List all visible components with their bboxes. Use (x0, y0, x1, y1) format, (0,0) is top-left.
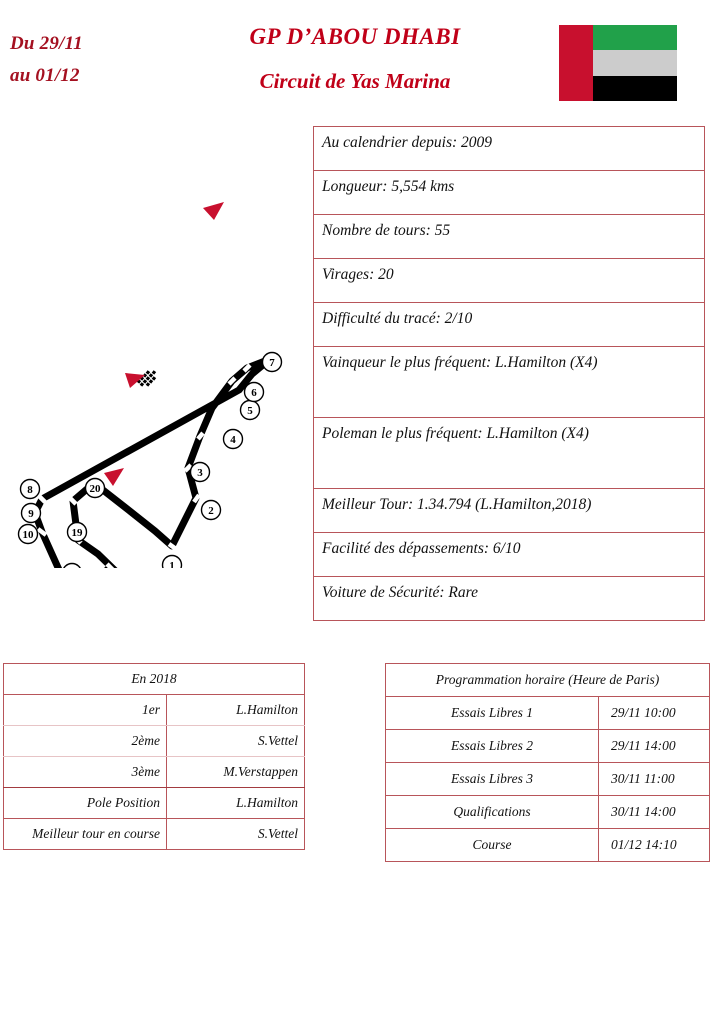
uae-flag-icon (559, 25, 677, 101)
svg-text:20: 20 (89, 483, 101, 495)
flag-red-band (559, 25, 593, 101)
results-label: 1er (4, 695, 167, 726)
corner-marker (86, 479, 105, 498)
table-row (386, 829, 710, 862)
drs-arrow-icon (104, 202, 224, 486)
session-name: Essais Libres 2 (386, 730, 599, 763)
info-cell: Vainqueur le plus fréquent: L.Hamilton (X4) (314, 347, 705, 418)
session-time: 29/11 10:00 (599, 697, 710, 730)
table-row (4, 726, 305, 757)
page-title: GP D’ABOU DHABI (249, 24, 461, 49)
info-cell: Facilité des dépassements: 6/10 (314, 533, 705, 577)
table-row (386, 730, 710, 763)
results-label: 2ème (4, 726, 167, 757)
table-row (314, 489, 705, 533)
results-title: En 2018 (4, 664, 305, 695)
flag-green-stripe (593, 25, 677, 50)
circuit-name: Circuit de Yas Marina (259, 69, 451, 93)
table-row (386, 796, 710, 829)
header (0, 0, 723, 118)
corner-marker (245, 383, 264, 402)
svg-text:3: 3 (197, 467, 203, 479)
circuit-info-table (313, 126, 705, 621)
title-block (190, 20, 520, 98)
svg-text:1: 1 (169, 560, 175, 568)
info-cell: Voiture de Sécurité: Rare (314, 577, 705, 621)
schedule-table (385, 663, 710, 862)
info-cell: Nombre de tours: 55 (314, 215, 705, 259)
table-row (4, 757, 305, 788)
info-cell: Poleman le plus fréquent: L.Hamilton (X4) (314, 418, 705, 489)
session-name: Course (386, 829, 599, 862)
table-row (314, 215, 705, 259)
info-cell: Difficulté du tracé: 2/10 (314, 303, 705, 347)
event-dates (10, 28, 83, 92)
table-row (314, 347, 705, 418)
flag-white-stripe (593, 50, 677, 75)
session-time: 29/11 14:00 (599, 730, 710, 763)
schedule-title: Programmation horaire (Heure de Paris) (386, 664, 710, 697)
results-value: L.Hamilton (167, 695, 305, 726)
results-table (3, 663, 305, 850)
session-time: 30/11 14:00 (599, 796, 710, 829)
svg-text:6: 6 (251, 387, 257, 399)
date-to: au 01/12 (10, 65, 80, 86)
session-name: Essais Libres 3 (386, 763, 599, 796)
table-row (314, 171, 705, 215)
date-from: Du 29/11 (10, 33, 83, 54)
table-row (4, 788, 305, 819)
table-row (314, 259, 705, 303)
results-label: Pole Position (4, 788, 167, 819)
corner-marker (21, 480, 40, 499)
table-row (4, 664, 305, 695)
table-row (314, 127, 705, 171)
table-row (386, 664, 710, 697)
results-value: S.Vettel (167, 819, 305, 850)
session-name: Essais Libres 1 (386, 697, 599, 730)
svg-text:10: 10 (22, 529, 34, 541)
corner-marker (19, 525, 38, 544)
svg-text:7: 7 (269, 357, 275, 369)
corner-marker (22, 504, 41, 523)
table-row (386, 697, 710, 730)
info-cell: Longueur: 5,554 kms (314, 171, 705, 215)
table-row (314, 533, 705, 577)
info-cell: Meilleur Tour: 1.34.794 (L.Hamilton,2018) (314, 489, 705, 533)
table-row (386, 763, 710, 796)
flag-stripes (593, 25, 677, 101)
svg-text:8: 8 (27, 484, 33, 496)
results-label: Meilleur tour en course (4, 819, 167, 850)
corner-marker (224, 430, 243, 449)
corner-marker (241, 401, 260, 420)
svg-text:5: 5 (247, 405, 253, 417)
circuit-map (0, 168, 300, 568)
table-row (314, 577, 705, 621)
results-value: S.Vettel (167, 726, 305, 757)
session-time: 01/12 14:10 (599, 829, 710, 862)
results-label: 3ème (4, 757, 167, 788)
session-name: Qualifications (386, 796, 599, 829)
corner-marker (202, 501, 221, 520)
corner-marker (163, 556, 182, 569)
results-value: L.Hamilton (167, 788, 305, 819)
table-row (4, 695, 305, 726)
corner-marker (191, 463, 210, 482)
svg-text:2: 2 (208, 505, 214, 517)
info-cell: Au calendrier depuis: 2009 (314, 127, 705, 171)
flag-black-stripe (593, 76, 677, 101)
svg-text:19: 19 (71, 527, 83, 539)
table-row (314, 418, 705, 489)
corner-marker (263, 353, 282, 372)
svg-text:9: 9 (28, 508, 34, 520)
info-cell: Virages: 20 (314, 259, 705, 303)
svg-text:4: 4 (230, 434, 236, 446)
session-time: 30/11 11:00 (599, 763, 710, 796)
table-row (4, 819, 305, 850)
corner-marker (68, 523, 87, 542)
corner-marker (63, 564, 82, 569)
results-value: M.Verstappen (167, 757, 305, 788)
table-row (314, 303, 705, 347)
